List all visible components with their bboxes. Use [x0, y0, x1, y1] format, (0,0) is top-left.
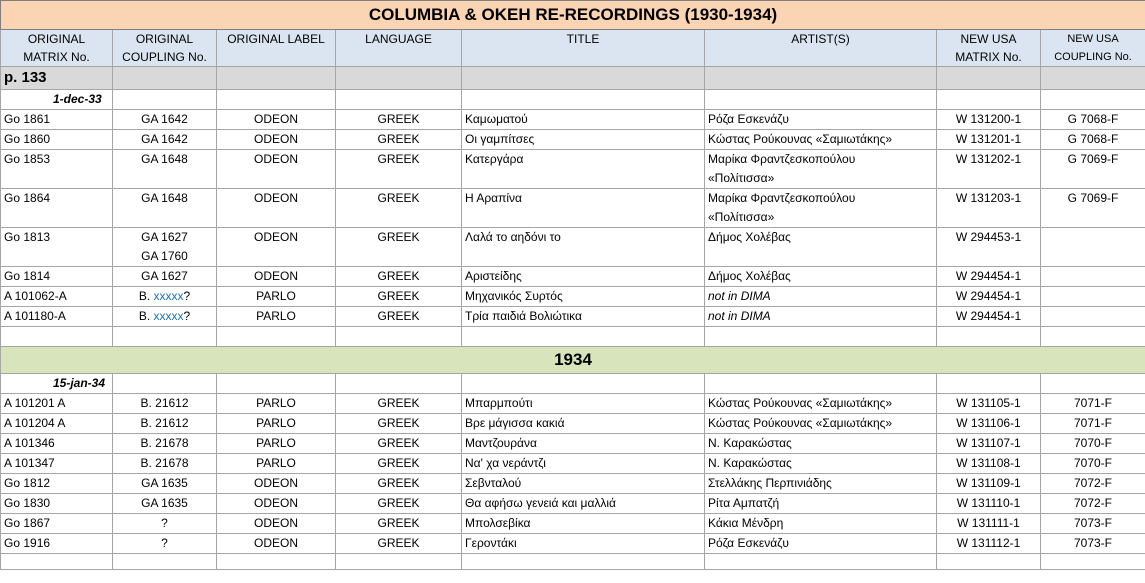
usa-coupling-cell: 7072-F	[1041, 474, 1145, 494]
coupling-part: xxxxx	[153, 289, 184, 303]
language-cell: GREEK	[336, 150, 462, 189]
original-matrix-cell: A 101180-A	[1, 307, 113, 327]
page-row	[1, 67, 1145, 90]
header-usa-matrix: NEW USA MATRIX No.	[937, 30, 1041, 67]
coupling-part: ?	[183, 309, 191, 323]
session-date: 15-jan-34	[1, 374, 113, 394]
original-matrix-cell: Go 1830	[1, 494, 113, 514]
original-coupling-cell: ?	[113, 534, 217, 554]
usa-coupling-cell: G 7069-F	[1041, 189, 1145, 228]
coupling-line: GA 1760	[141, 249, 188, 263]
usa-matrix-cell: W 294454-1	[937, 267, 1041, 287]
usa-coupling-cell: 7071-F	[1041, 394, 1145, 414]
table-row	[1, 150, 1145, 189]
artist-line: Μαρίκα Φραντζεσκοπούλου	[708, 152, 856, 166]
empty-row	[1, 554, 1145, 570]
language-cell: GREEK	[336, 394, 462, 414]
original-matrix-cell: Go 1916	[1, 534, 113, 554]
usa-coupling-cell	[1041, 307, 1145, 327]
usa-matrix-cell: W 131200-1	[937, 110, 1041, 130]
usa-coupling-cell: 7071-F	[1041, 414, 1145, 434]
title-cell: Μπαρμπούτι	[462, 394, 705, 414]
original-coupling-cell: ?	[113, 514, 217, 534]
usa-coupling-cell	[1041, 228, 1145, 267]
table-row	[1, 287, 1145, 307]
usa-matrix-cell: W 131203-1	[937, 189, 1041, 228]
table-row	[1, 228, 1145, 267]
language-cell: GREEK	[336, 454, 462, 474]
table-row	[1, 454, 1145, 474]
table-row	[1, 414, 1145, 434]
artist-cell	[705, 110, 937, 130]
year-row	[1, 347, 1145, 374]
original-coupling-cell	[113, 307, 217, 327]
usa-matrix-cell: W 131111-1	[937, 514, 1041, 534]
header-original-coupling: ORIGINAL COUPLING No.	[113, 30, 217, 67]
language-cell: GREEK	[336, 228, 462, 267]
language-cell: GREEK	[336, 474, 462, 494]
original-coupling-cell	[113, 267, 217, 287]
usa-matrix-cell: W 131112-1	[937, 534, 1041, 554]
usa-matrix-cell: W 131108-1	[937, 454, 1041, 474]
artist-cell: Στελλάκης Περπινιάδης	[705, 474, 937, 494]
title-row	[1, 1, 1145, 30]
usa-matrix-cell: W 131107-1	[937, 434, 1041, 454]
table-row	[1, 130, 1145, 150]
language-cell: GREEK	[336, 307, 462, 327]
artist-line: Μαρίκα Φραντζεσκοπούλου	[708, 191, 856, 205]
header-language: LANGUAGE	[336, 30, 462, 67]
original-matrix-cell: Go 1864	[1, 189, 113, 228]
original-coupling-cell	[113, 189, 217, 228]
original-matrix-cell: A 101347	[1, 454, 113, 474]
usa-matrix-cell: W 131201-1	[937, 130, 1041, 150]
date-row	[1, 374, 1145, 394]
usa-coupling-cell: G 7068-F	[1041, 110, 1145, 130]
table-row	[1, 534, 1145, 554]
usa-matrix-cell: W 131110-1	[937, 494, 1041, 514]
table-row	[1, 474, 1145, 494]
original-coupling-cell: B. 21612	[113, 394, 217, 414]
original-matrix-cell: Go 1814	[1, 267, 113, 287]
artist-cell: not in DIMA	[705, 287, 937, 307]
artist-cell	[705, 150, 937, 189]
sheet-title: COLUMBIA & OKEH RE-RECORDINGS (1930-1934)	[1, 1, 1145, 30]
title-cell: Τρία παιδιά Βολιώτικα	[462, 307, 705, 327]
artist-cell: Ν. Καρακώστας	[705, 434, 937, 454]
original-coupling-cell: B. 21678	[113, 454, 217, 474]
coupling-part: B.	[138, 289, 154, 303]
title-cell: Οι γαμπίτσες	[462, 130, 705, 150]
artist-cell: Ν. Καρακώστας	[705, 454, 937, 474]
usa-matrix-cell: W 131105-1	[937, 394, 1041, 414]
header-usa-coupling: NEW USA COUPLING No.	[1041, 30, 1145, 67]
original-label-cell: ODEON	[217, 110, 336, 130]
original-matrix-cell: Go 1867	[1, 514, 113, 534]
title-cell: Γεροντάκι	[462, 534, 705, 554]
header-original-label: ORIGINAL LABEL	[217, 30, 336, 67]
usa-matrix-cell: W 294453-1	[937, 228, 1041, 267]
title-cell: Θα αφήσω γενειά και μαλλιά	[462, 494, 705, 514]
original-matrix-cell: Go 1853	[1, 150, 113, 189]
coupling-line: GA 1648	[141, 191, 188, 205]
table-row	[1, 267, 1145, 287]
language-cell: GREEK	[336, 267, 462, 287]
original-coupling-cell: GA 1635	[113, 474, 217, 494]
header-artists: ARTIST(S)	[705, 30, 937, 67]
usa-coupling-cell: G 7069-F	[1041, 150, 1145, 189]
language-cell: GREEK	[336, 189, 462, 228]
title-cell: Μπολσεβίκα	[462, 514, 705, 534]
artist-line: «Πολίτισσα»	[708, 171, 775, 185]
table-row	[1, 189, 1145, 228]
usa-coupling-cell: 7072-F	[1041, 494, 1145, 514]
title-cell: Καμωματού	[462, 110, 705, 130]
usa-coupling-cell: 7070-F	[1041, 454, 1145, 474]
coupling-line: GA 1627	[141, 230, 188, 244]
coupling-part: ?	[183, 289, 191, 303]
title-cell: Σεβνταλού	[462, 474, 705, 494]
artist-line: Ρόζα Εσκενάζυ	[708, 112, 789, 126]
artist-line: Κώστας Ρούκουνας «Σαμιωτάκης»	[708, 132, 893, 146]
coupling-part: xxxxx	[153, 309, 184, 323]
language-cell: GREEK	[336, 414, 462, 434]
title-cell: Βρε μάγισσα κακιά	[462, 414, 705, 434]
original-coupling-cell	[113, 130, 217, 150]
original-matrix-cell: Go 1861	[1, 110, 113, 130]
title-cell: Μηχανικός Συρτός	[462, 287, 705, 307]
artist-line: «Πολίτισσα»	[708, 210, 775, 224]
original-matrix-cell: A 101346	[1, 434, 113, 454]
date-row	[1, 90, 1145, 110]
original-matrix-cell: A 101201 A	[1, 394, 113, 414]
artist-cell: Ρόζα Εσκενάζυ	[705, 534, 937, 554]
header-original-matrix: ORIGINAL MATRIX No.	[1, 30, 113, 67]
language-cell: GREEK	[336, 110, 462, 130]
artist-cell	[705, 189, 937, 228]
title-cell: Αριστείδης	[462, 267, 705, 287]
original-coupling-cell	[113, 110, 217, 130]
usa-matrix-cell: W 294454-1	[937, 287, 1041, 307]
original-label-cell: PARLO	[217, 454, 336, 474]
artist-cell: Κάκια Μένδρη	[705, 514, 937, 534]
artist-cell: not in DIMA	[705, 307, 937, 327]
original-coupling-cell: B. 21612	[113, 414, 217, 434]
header-title: TITLE	[462, 30, 705, 67]
original-label-cell: ODEON	[217, 534, 336, 554]
usa-coupling-cell	[1041, 267, 1145, 287]
language-cell: GREEK	[336, 434, 462, 454]
title-cell: Να' χα νεράντζι	[462, 454, 705, 474]
language-cell: GREEK	[336, 534, 462, 554]
artist-cell: Ρίτα Αμπατζή	[705, 494, 937, 514]
table-row	[1, 307, 1145, 327]
usa-coupling-cell	[1041, 287, 1145, 307]
original-label-cell: PARLO	[217, 394, 336, 414]
artist-line: Δήμος Χολέβας	[708, 269, 791, 283]
usa-matrix-cell: W 131106-1	[937, 414, 1041, 434]
empty-row	[1, 327, 1145, 347]
table-row	[1, 434, 1145, 454]
usa-coupling-cell: 7073-F	[1041, 534, 1145, 554]
artist-cell: Κώστας Ρούκουνας «Σαμιωτάκης»	[705, 394, 937, 414]
coupling-line: GA 1642	[141, 112, 188, 126]
original-matrix-cell: Go 1813	[1, 228, 113, 267]
table-row	[1, 494, 1145, 514]
usa-matrix-cell: W 131109-1	[937, 474, 1041, 494]
original-label-cell: PARLO	[217, 287, 336, 307]
original-matrix-cell: Go 1812	[1, 474, 113, 494]
title-cell: Η Αραπίνα	[462, 189, 705, 228]
language-cell: GREEK	[336, 287, 462, 307]
original-label-cell: ODEON	[217, 189, 336, 228]
original-label-cell: PARLO	[217, 307, 336, 327]
original-coupling-cell	[113, 150, 217, 189]
original-coupling-cell: GA 1635	[113, 494, 217, 514]
original-label-cell: ODEON	[217, 474, 336, 494]
artist-line: Δήμος Χολέβας	[708, 230, 791, 244]
coupling-line: GA 1648	[141, 152, 188, 166]
table-row	[1, 110, 1145, 130]
language-cell: GREEK	[336, 514, 462, 534]
usa-coupling-cell: 7070-F	[1041, 434, 1145, 454]
title-cell: Λαλά το αηδόνι το	[462, 228, 705, 267]
coupling-line: GA 1627	[141, 269, 188, 283]
original-label-cell: ODEON	[217, 514, 336, 534]
artist-cell	[705, 228, 937, 267]
original-coupling-cell	[113, 228, 217, 267]
language-cell: GREEK	[336, 130, 462, 150]
table-row	[1, 514, 1145, 534]
original-label-cell: PARLO	[217, 434, 336, 454]
original-matrix-cell: Go 1860	[1, 130, 113, 150]
original-label-cell: ODEON	[217, 267, 336, 287]
original-label-cell: ODEON	[217, 494, 336, 514]
language-cell: GREEK	[336, 494, 462, 514]
coupling-part: B.	[138, 309, 154, 323]
original-coupling-cell: B. 21678	[113, 434, 217, 454]
usa-coupling-cell: 7073-F	[1041, 514, 1145, 534]
usa-matrix-cell: W 131202-1	[937, 150, 1041, 189]
original-coupling-cell	[113, 287, 217, 307]
original-matrix-cell: A 101062-A	[1, 287, 113, 307]
original-label-cell: ODEON	[217, 150, 336, 189]
original-label-cell: ODEON	[217, 130, 336, 150]
coupling-line: GA 1642	[141, 132, 188, 146]
original-matrix-cell: A 101204 A	[1, 414, 113, 434]
artist-cell	[705, 130, 937, 150]
original-label-cell: ODEON	[217, 228, 336, 267]
artist-cell: Κώστας Ρούκουνας «Σαμιωτάκης»	[705, 414, 937, 434]
page-label: p. 133	[1, 67, 113, 90]
title-cell: Μαντζουράνα	[462, 434, 705, 454]
table-row	[1, 394, 1145, 414]
artist-cell	[705, 267, 937, 287]
usa-coupling-cell: G 7068-F	[1041, 130, 1145, 150]
original-label-cell: PARLO	[217, 414, 336, 434]
header-row	[1, 30, 1145, 67]
session-date: 1-dec-33	[1, 90, 113, 110]
title-cell: Κατεργάρα	[462, 150, 705, 189]
year-label: 1934	[1, 347, 1145, 374]
usa-matrix-cell: W 294454-1	[937, 307, 1041, 327]
